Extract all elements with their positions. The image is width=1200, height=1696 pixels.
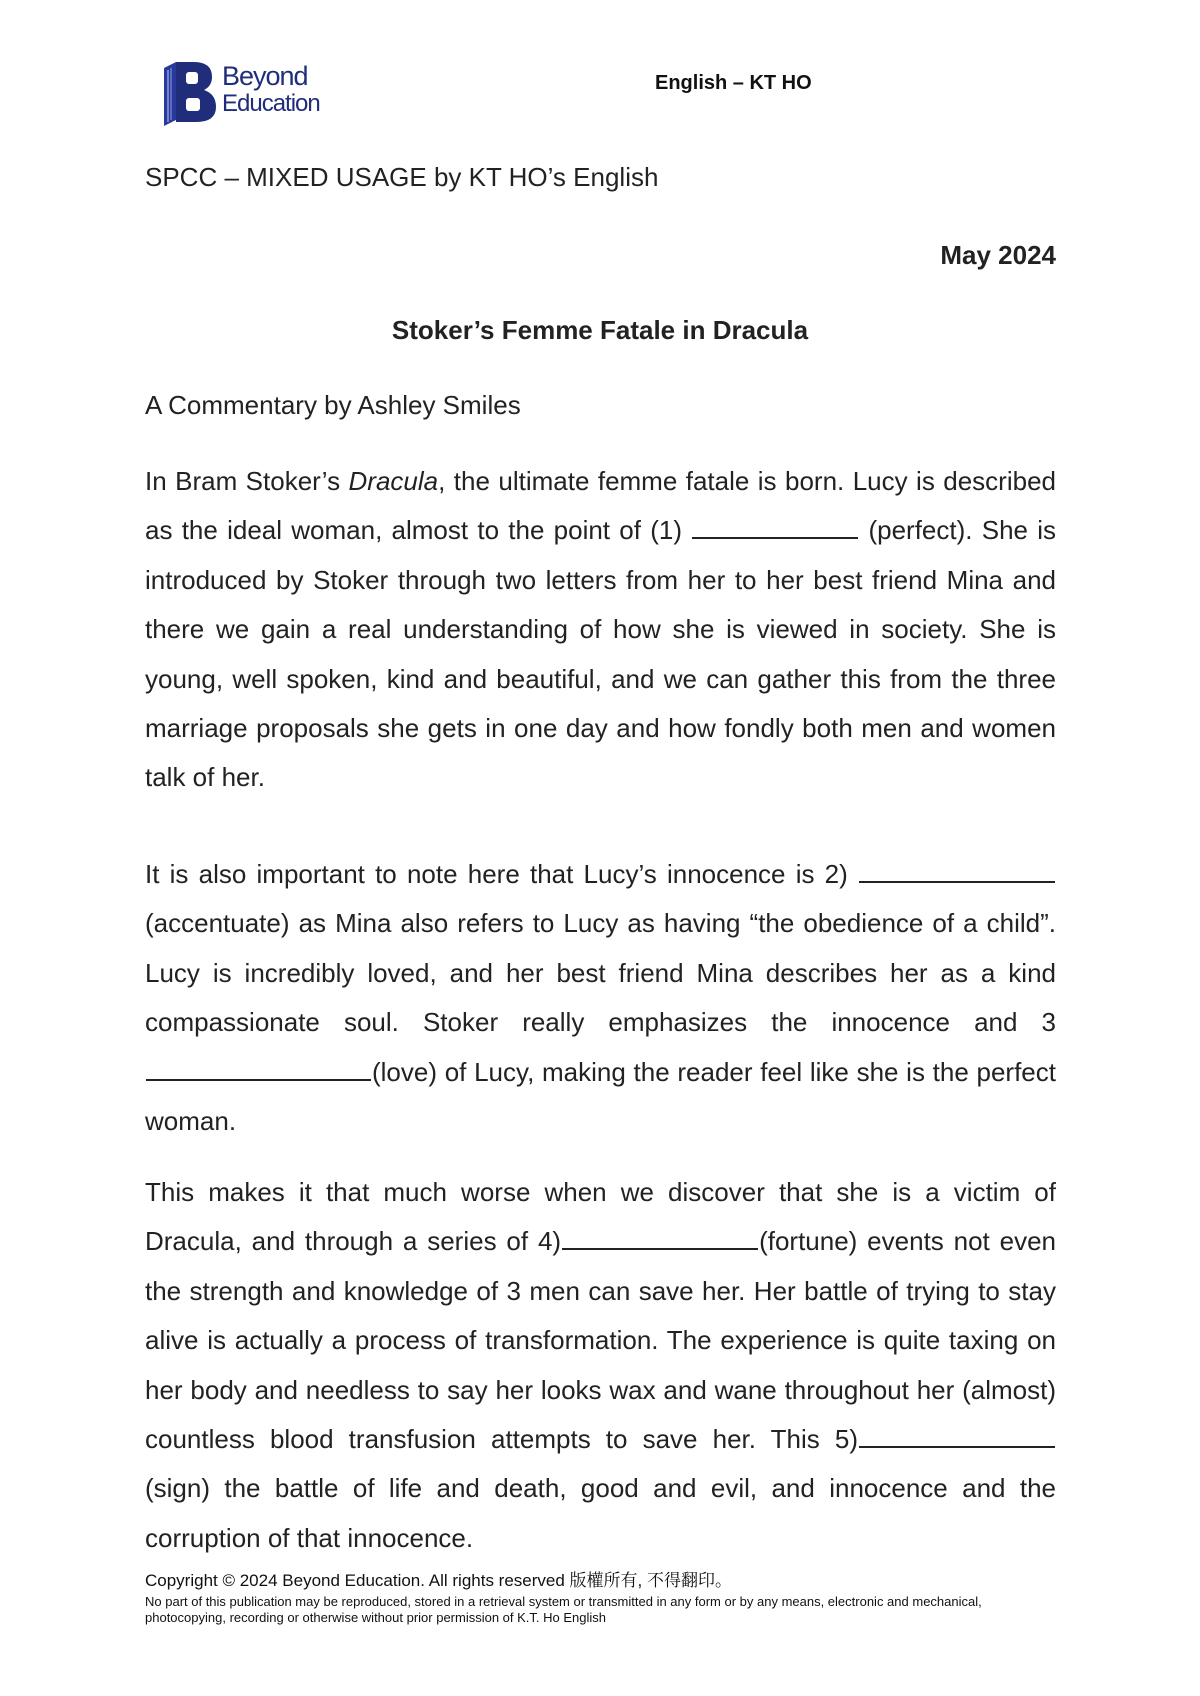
paragraph-1 xyxy=(145,457,1056,803)
paragraph-3-text: (sign) the battle of life and death, good and evil, and innocence and the corruption of that innocence. xyxy=(145,1473,1056,1553)
paragraph-2-text: (love) of Lucy, making the reader feel like she is the perfect woman. xyxy=(145,1056,1056,1137)
document-title: Stoker’s Femme Fatale in Dracula xyxy=(391,315,809,345)
document-byline: A Commentary by Ashley Smiles xyxy=(145,390,521,420)
answer-blank-3[interactable] xyxy=(146,1053,371,1081)
header-course-label: English – KT HO xyxy=(655,72,812,94)
logo-line-1: Beyond xyxy=(222,61,308,91)
answer-blank-1[interactable] xyxy=(692,511,858,539)
copyright-line: Copyright © 2024 Beyond Education. All rights reserved 版權所有, 不得翻印。 xyxy=(145,1571,732,1590)
paragraph-2-text: (accentuate) as Mina also refers to Lucy as having “the obedience of a child”. Lucy is incredibly loved, and her best friend Mina describes her as a kind compassionate soul. Stoker really emphasizes the innocence and 3 xyxy=(145,908,1056,1038)
logo-line-2: Education xyxy=(222,90,320,117)
paragraph-2 xyxy=(145,850,1056,1146)
footer xyxy=(145,1570,1065,1626)
answer-blank-5[interactable] xyxy=(859,1420,1055,1448)
document-date: May 2024 xyxy=(940,240,1056,270)
paragraph-2-text: It is also important to note here that Lucy’s innocence is 2) xyxy=(145,859,858,889)
paragraph-3 xyxy=(145,1168,1056,1563)
paragraph-1-text: In Bram Stoker’s xyxy=(145,466,349,496)
paragraph-1-text: (perfect). She is introduced by Stoker through two letters from her to her best friend Mina and there we gain a real understanding of how she is viewed in society. She is young, well spoken, kind and beautiful, and we can gather this from the three marriage proposals she gets in one day and how fondly both men and women talk of her. xyxy=(145,515,1056,793)
logo-wordmark xyxy=(222,62,320,118)
answer-blank-2[interactable] xyxy=(859,855,1055,883)
beyond-education-logo xyxy=(160,58,350,138)
answer-blank-4[interactable] xyxy=(562,1222,758,1250)
book-b-logo-icon xyxy=(160,58,220,130)
document-subtitle: SPCC – MIXED USAGE by KT HO’s English xyxy=(145,162,659,192)
paragraph-3-text: (fortune) events not even the strength and knowledge of 3 men can save her. Her battle of trying to stay alive is actually a process of transformation. The experience is quite taxing on her body and needless to say her looks wax and wane throughout her (almost) countless blood transfusion attempts to save her. This 5) xyxy=(145,1226,1057,1455)
paragraph-3-text: This makes it that much worse when we discover that she is a victim of Dracula, and through a series of 4) xyxy=(145,1177,1056,1257)
copyright-notice: No part of this publication may be reproduced, stored in a retrieval system or transmitted in any form or by any means, electronic and mechanical, photocopying, recording or otherwise without prior permission of K.T. Ho English xyxy=(145,1594,982,1625)
paragraph-1-text: , the ultimate femme fatale is born. Lucy is described as the ideal woman, almost to the point of (1) xyxy=(145,466,1056,546)
paragraph-1-italic-title: Dracula xyxy=(348,466,439,496)
